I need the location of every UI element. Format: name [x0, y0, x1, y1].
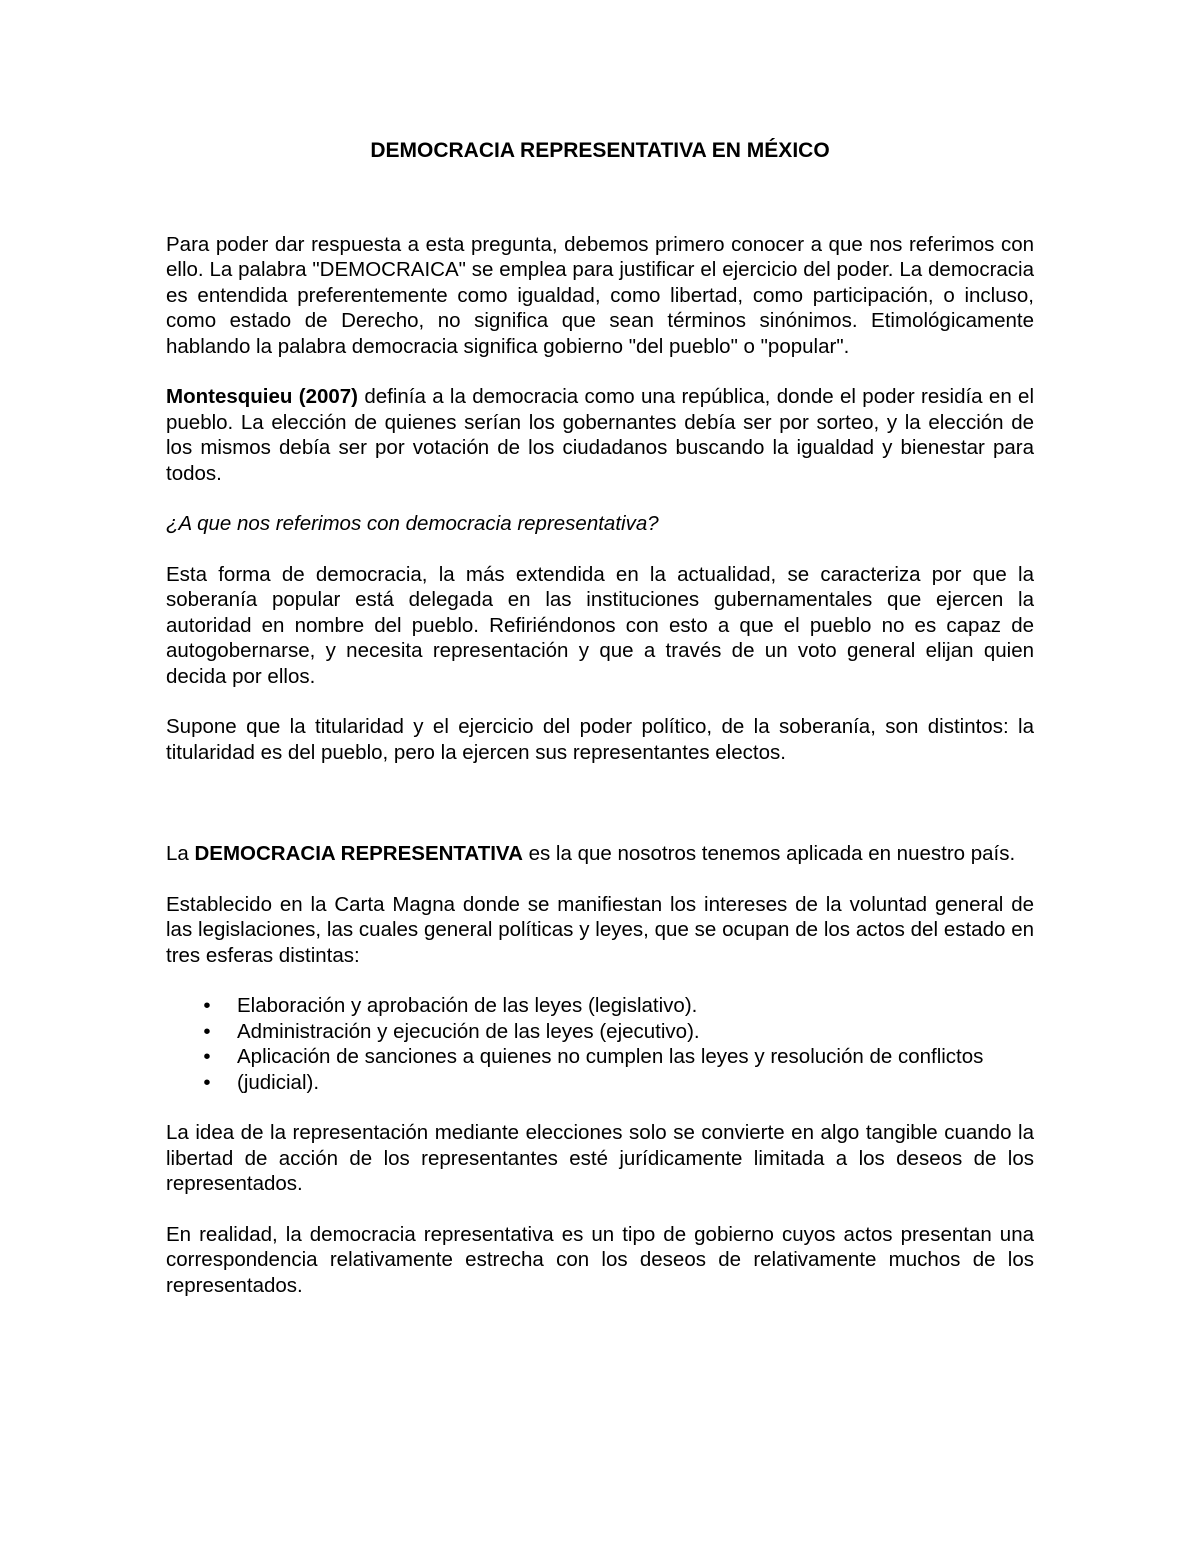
question-heading: ¿A que nos referimos con democracia representativa?: [166, 512, 659, 535]
list-item: [166, 1019, 1034, 1045]
bullet-icon: •: [203, 1045, 211, 1068]
list-item-text: (judicial).: [237, 1070, 320, 1094]
paragraph-intro: Para poder dar respuesta a esta pregunta, debemos primero conocer a que nos referimos con ello. La palabra "DEMOCRAICA" se emplea para justificar el ejercicio del poder. La democracia es entendida preferentemente como igualdad, como libertad, como participación, o incluso, como estado de Derecho, no significa que sean términos sinónimos. Etimológicamente hablando la palabra democracia significa gobierno "del pueblo" o "popular".: [166, 232, 1034, 358]
bullet-icon: •: [203, 1070, 211, 1094]
paragraph-country: [166, 841, 1034, 867]
paragraph-montesquieu-text: definía a la democracia como una república, donde el poder residía en el pueblo. La elección de quienes serían los gobernantes debía ser por sorteo, y la elección de los mismos debía ser por votación de los ciudadanos buscando la igualdad y bienestar para todos.: [166, 385, 1034, 485]
document-page: [166, 138, 1034, 1323]
spheres-list: [166, 993, 1034, 1095]
bullet-icon: •: [203, 1019, 211, 1043]
list-item-text: Elaboración y aprobación de las leyes (legislativo).: [237, 994, 698, 1017]
paragraph-country-start: La: [166, 842, 195, 865]
paragraph-conclusion: En realidad, la democracia representativa es un tipo de gobierno cuyos actos presentan una correspondencia relativamente estrecha con los deseos de relativamente muchos de los representados.: [166, 1222, 1034, 1297]
list-item-text: Aplicación de sanciones a quienes no cumplen las leyes y resolución de conflictos: [237, 1045, 984, 1068]
list-item: [166, 1070, 1034, 1096]
democracia-representativa-term: DEMOCRACIA REPRESENTATIVA: [194, 842, 523, 865]
paragraph-titularidad: Supone que la titularidad y el ejercicio del poder político, de la soberanía, son distintos: la titularidad es del pueblo, pero la ejercen sus representantes electos.: [166, 715, 1034, 764]
paragraph-montesquieu: [166, 384, 1034, 486]
paragraph-representation: La idea de la representación mediante elecciones solo se convierte en algo tangible cuando la libertad de acción de los representantes esté jurídicamente limitada a los deseos de los representados.: [166, 1121, 1034, 1195]
paragraph-carta-magna: Establecido en la Carta Magna donde se manifiestan los intereses de la voluntad general de las legislaciones, las cuales general políticas y leyes, que se ocupan de los actos del estado en tres esferas distintas:: [166, 892, 1034, 967]
paragraph-definition: Esta forma de democracia, la más extendida en la actualidad, se caracteriza por que la soberanía popular está delegada en las instituciones gubernamentales que ejercen la autoridad en nombre del pueblo. Refiriéndonos con esto a que el pueblo no es capaz de autogobernarse, y necesita representación y que a través de un voto general elijan quien decida por ellos.: [166, 562, 1034, 688]
montesquieu-citation: Montesquieu (2007): [166, 385, 358, 408]
bullet-icon: •: [203, 994, 211, 1017]
list-item-text: Administración y ejecución de las leyes (ejecutivo).: [237, 1019, 700, 1043]
paragraph-country-rest: es la que nosotros tenemos aplicada en nuestro país.: [522, 842, 1016, 865]
document-title: DEMOCRACIA REPRESENTATIVA EN MÉXICO: [370, 139, 830, 162]
list-item: [166, 993, 1034, 1019]
list-item: [166, 1044, 1034, 1070]
